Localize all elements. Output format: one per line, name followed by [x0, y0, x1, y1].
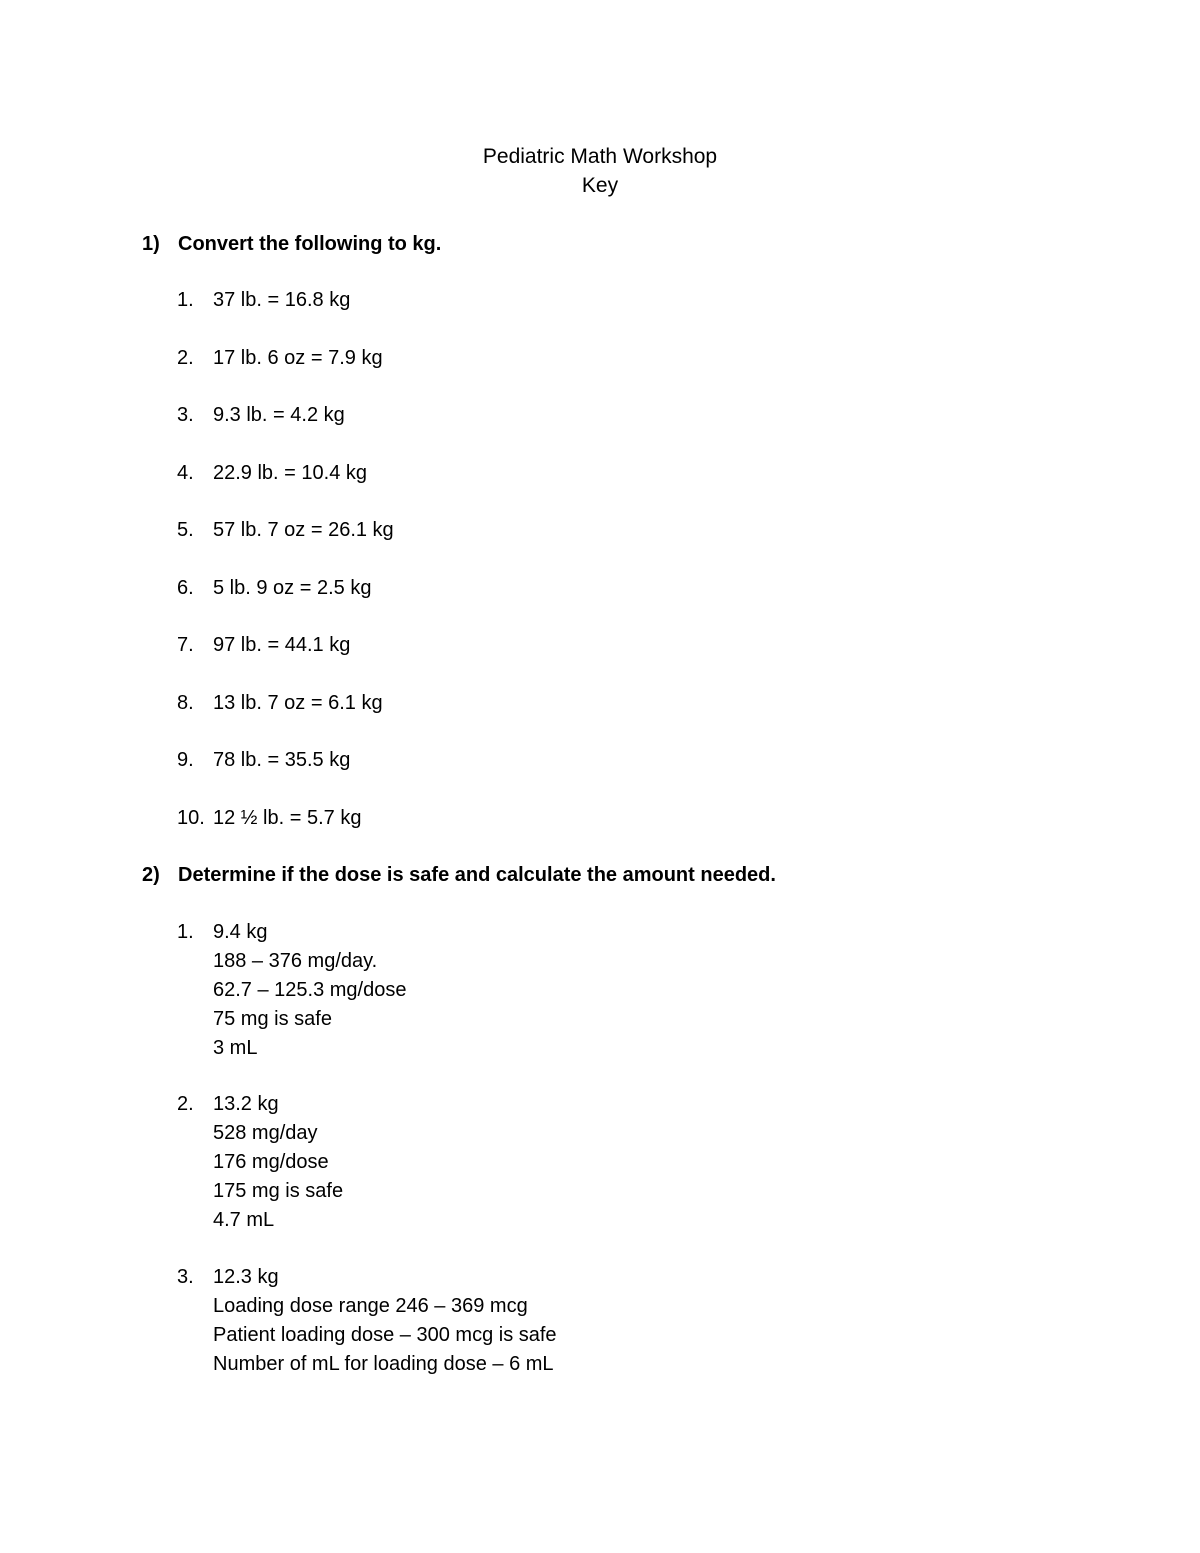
item-text: 22.9 lb. = 10.4 kg	[213, 462, 368, 484]
item-text: 12 ½ lb. = 5.7 kg	[213, 807, 362, 829]
conversion-item	[177, 631, 350, 660]
item-line: 528 mg/day	[213, 1122, 318, 1144]
item-line: 62.7 – 125.3 mg/dose	[213, 979, 407, 1001]
item-text: 5 lb. 9 oz = 2.5 kg	[213, 577, 372, 599]
item-number: 5.	[177, 519, 194, 541]
item-number: 6.	[177, 577, 194, 599]
conversion-item	[177, 746, 350, 775]
item-line: 4.7 mL	[213, 1209, 275, 1231]
item-number: 2.	[177, 347, 194, 369]
item-text: 57 lb. 7 oz = 26.1 kg	[213, 519, 394, 541]
conversion-item	[177, 804, 361, 833]
item-text: 13 lb. 7 oz = 6.1 kg	[213, 692, 383, 714]
page-title: Pediatric Math Workshop	[482, 145, 718, 168]
item-line: 9.4 kg	[213, 921, 268, 943]
section-1-heading-text: Convert the following to kg.	[178, 233, 442, 255]
item-text: 17 lb. 6 oz = 7.9 kg	[213, 347, 383, 369]
item-line: 12.3 kg	[213, 1266, 279, 1288]
dose-item	[177, 1263, 557, 1379]
item-lines	[213, 918, 406, 1063]
item-number: 4.	[177, 462, 194, 484]
item-text: 9.3 lb. = 4.2 kg	[213, 404, 345, 426]
section-2-heading	[142, 862, 776, 888]
conversion-item	[177, 574, 371, 603]
dose-item	[177, 918, 406, 1063]
conversion-item	[177, 401, 345, 430]
item-lines	[213, 1263, 557, 1379]
item-line: Loading dose range 246 – 369 mcg	[213, 1295, 528, 1317]
item-number: 9.	[177, 749, 194, 771]
section-1-number: 1)	[142, 233, 160, 255]
item-number: 3.	[177, 404, 194, 426]
item-text: 97 lb. = 44.1 kg	[213, 634, 351, 656]
item-line: 188 – 376 mg/day.	[213, 950, 378, 972]
item-number: 3.	[177, 1266, 194, 1288]
page-subtitle: Key	[581, 174, 619, 197]
conversion-item	[177, 689, 383, 718]
item-line: Patient loading dose – 300 mcg is safe	[213, 1324, 557, 1346]
item-number: 1.	[177, 289, 194, 311]
conversion-item	[177, 286, 350, 315]
dose-item	[177, 1090, 343, 1235]
section-2-number: 2)	[142, 864, 160, 886]
item-line: 75 mg is safe	[213, 1008, 332, 1030]
conversion-item	[177, 516, 394, 545]
section-2-heading-text: Determine if the dose is safe and calculate the amount needed.	[178, 864, 776, 886]
title-block	[0, 142, 1200, 200]
item-line: 176 mg/dose	[213, 1151, 329, 1173]
conversion-item	[177, 344, 383, 373]
item-number: 2.	[177, 1093, 194, 1115]
section-1-heading	[142, 231, 441, 257]
item-number: 10.	[177, 807, 205, 829]
conversion-item	[177, 459, 367, 488]
item-number: 1.	[177, 921, 194, 943]
item-number: 7.	[177, 634, 194, 656]
item-lines	[213, 1090, 343, 1235]
item-text: 37 lb. = 16.8 kg	[213, 289, 351, 311]
item-text: 78 lb. = 35.5 kg	[213, 749, 351, 771]
item-line: Number of mL for loading dose – 6 mL	[213, 1353, 554, 1375]
item-number: 8.	[177, 692, 194, 714]
item-line: 3 mL	[213, 1037, 258, 1059]
item-line: 13.2 kg	[213, 1093, 279, 1115]
item-line: 175 mg is safe	[213, 1180, 344, 1202]
